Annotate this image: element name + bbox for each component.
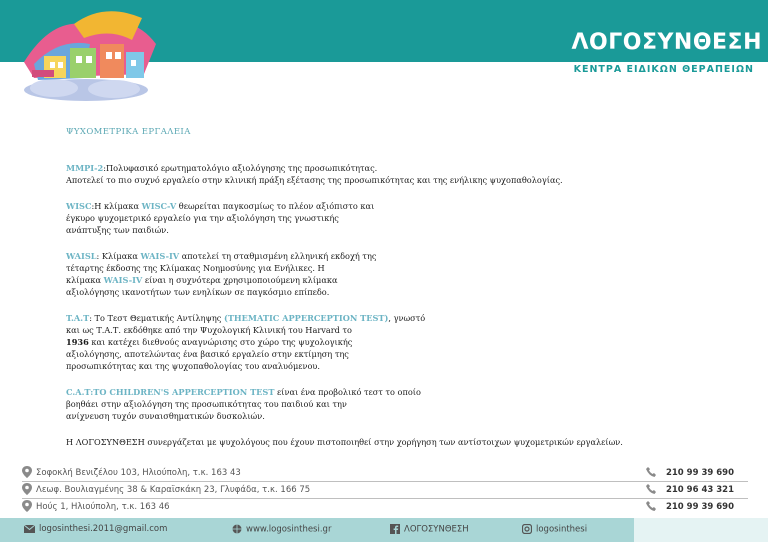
- logo-illustration: [14, 4, 164, 104]
- tat-text-b: , γνωστό: [388, 313, 426, 323]
- wisc-keyword: WISC: [66, 201, 92, 211]
- tat-paragraph: [66, 312, 706, 372]
- address-row-3: [22, 499, 748, 515]
- email-icon: [24, 525, 35, 533]
- phone-number[interactable]: 210 99 39 690: [665, 502, 734, 512]
- wais-iv-keyword-2: WAIS-IV: [103, 275, 143, 285]
- wais-keyword: WAISL: [66, 251, 97, 261]
- wisc-text-b: θεωρείται παγκοσμίως το πλέον αξιόπιστο και: [176, 201, 375, 211]
- address-row-2: [22, 482, 748, 499]
- location-pin-icon: [22, 483, 32, 495]
- wais-paragraph: [66, 250, 706, 298]
- tat-keyword: T.A.T: [66, 313, 90, 323]
- facebook-contact[interactable]: [390, 524, 469, 535]
- facebook-icon: [390, 524, 400, 534]
- website-text[interactable]: www.logosinthesi.gr: [246, 524, 332, 535]
- cat-paragraph: [66, 386, 706, 422]
- brand-subtitle: ΚΕΝΤΡΑ ΕΙΔΙΚΩΝ ΘΕΡΑΠΕΙΩΝ: [573, 64, 754, 75]
- wisc-v-keyword: WISC-V: [141, 201, 177, 211]
- cat-text: είναι ένα προβολικό τεστ το οποίο: [274, 387, 421, 397]
- section-heading: ΨΥΧΟΜΕΤΡΙΚΑ ΕΡΓΑΛΕΙΑ: [66, 127, 191, 137]
- wais-text-4: αξιολόγησης ικανοτήτων των ενηλίκων σε παγκόσμιο επίπεδο.: [66, 287, 330, 297]
- wais-text-3b: είναι η συχνότερα χρησιμοποιούμενη κλίμακα: [142, 275, 338, 285]
- wisc-text-3: ανάπτυξης των παιδιών.: [66, 225, 169, 235]
- wais-text-2: τέταρτης έκδοσης της Κλίμακας Νοημοσύνης για Ενήλικες. Η: [66, 263, 325, 273]
- facebook-text[interactable]: ΛΟΓΟΣΥΝΘΕΣΗ: [404, 524, 469, 535]
- tat-text-2: και ως Τ.Α.Τ. εκδόθηκε από την Ψυχολογική Κλινική του Harvard το: [66, 325, 352, 335]
- wisc-text: :Η κλίμακα: [91, 201, 142, 211]
- location-pin-icon: [22, 466, 32, 478]
- closing-paragraph: Η ΛΟΓΟΣΥΝΘΕΣΗ συνεργάζεται με ψυχολόγους που έχουν πιστοποιηθεί στην χορήγηση των αντίστοιχων ψυχομετρικών εργαλείων.: [66, 437, 623, 447]
- phone-icon: [646, 484, 656, 494]
- instagram-text[interactable]: logosinthesi: [536, 524, 588, 535]
- mmpi-text-2: Αποτελεί το πιο συχνό εργαλείο στην κλινική πράξη εξέτασης της προσωπικότητας και της ενήλικης ψυχοπαθολογίας.: [66, 175, 563, 185]
- wais-text-3a: κλίμακα: [66, 275, 104, 285]
- phone-icon: [646, 467, 656, 477]
- wais-text: : Κλίμακα: [96, 251, 141, 261]
- mmpi-paragraph: [66, 162, 706, 186]
- address-text: Σοφοκλή Βενιζέλου 103, Ηλιούπολη, τ.κ. 163 43: [36, 468, 241, 478]
- tat-text: : Το Τεστ Θεματικής Αντίληψης: [89, 313, 224, 323]
- cat-keyword: C.A.T:TO CHILDREN'S APPERCEPTION TEST: [66, 387, 275, 397]
- location-pin-icon: [22, 500, 32, 512]
- cat-text-3: ανίχνευση τυχόν συναισθηματικών δυσκολιών.: [66, 411, 265, 421]
- instagram-contact[interactable]: [522, 524, 587, 535]
- wais-iv-keyword: WAIS-IV: [140, 251, 180, 261]
- email-text[interactable]: logosinthesi.2011@gmail.com: [39, 524, 168, 534]
- mmpi-keyword: MMPI-2: [66, 163, 104, 173]
- phone-number[interactable]: 210 99 39 690: [665, 468, 734, 478]
- mmpi-text: :Πολυφασικό ερωτηματολόγιο αξιολόγησης της προσωπικότητας.: [103, 163, 378, 173]
- address-text: Ηούς 1, Ηλιούπολη, τ.κ. 163 46: [36, 502, 170, 512]
- tat-year: 1936: [66, 337, 89, 347]
- instagram-icon: [522, 524, 532, 534]
- wais-text-b: αποτελεί τη σταθμισμένη ελληνική εκδοχή της: [179, 251, 377, 261]
- document-body: [66, 126, 706, 462]
- brand-name: ΛΟΓΟΣΥΝΘΕΣΗ: [571, 30, 762, 55]
- tat-text-3: και κατέχει διεθνούς αναγνώρισης στο χώρο της ψυχολογικής: [88, 337, 353, 347]
- contact-band-right: [634, 518, 768, 542]
- web-icon: [232, 524, 242, 534]
- tat-full-keyword: (THEMATIC APPERCEPTION TEST): [223, 313, 389, 323]
- cat-text-2: βοηθάει στην αξιολόγηση της προσωπικότητας του παιδιού και την: [66, 399, 347, 409]
- address-text: Λεωφ. Βουλιαγμένης 38 & Καραϊσκάκη 23, Γλυφάδα, τ.κ. 166 75: [36, 485, 311, 495]
- wisc-paragraph: [66, 200, 706, 236]
- tat-text-5: προσωπικότητας και της ψυχοπαθολογίας του αναλυόμενου.: [66, 361, 321, 371]
- tat-text-4: αξιολόγησης, αποτελώντας ένα βασικό εργαλείο στην εκτίμηση της: [66, 349, 349, 359]
- website-contact[interactable]: [232, 524, 331, 535]
- address-row-1: [22, 465, 748, 482]
- wisc-text-2: έγκυρο ψυχομετρικό εργαλείο για την αξιολόγηση της γνωστικής: [66, 213, 339, 223]
- phone-number[interactable]: 210 96 43 321: [665, 485, 734, 495]
- email-contact[interactable]: [24, 524, 167, 534]
- phone-icon: [646, 501, 656, 511]
